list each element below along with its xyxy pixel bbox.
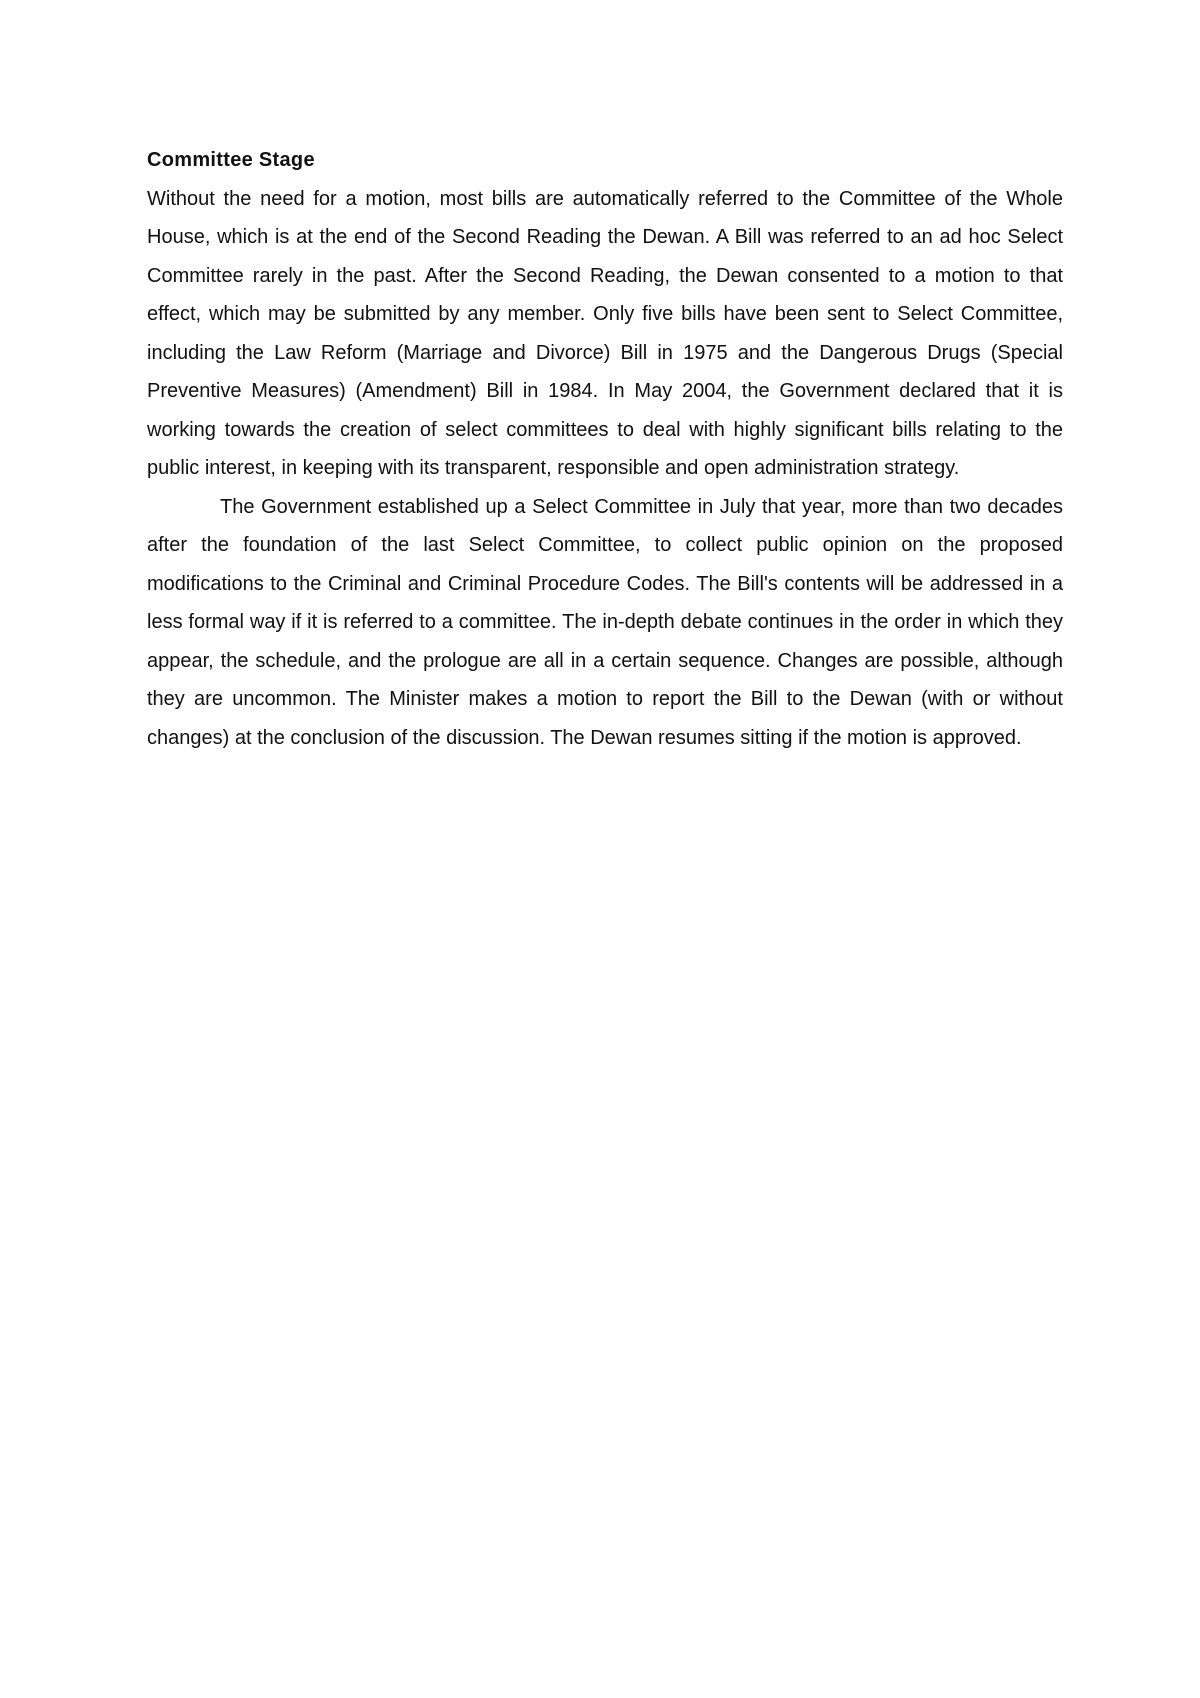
document-body bbox=[147, 141, 1063, 757]
paragraph-1: Without the need for a motion, most bills are automatically referred to the Committee of the Whole House, which is at the end of the Second Reading the Dewan. A Bill was referred to an ad hoc Select Committee rarely in the past. After the Second Reading, the Dewan consented to a motion to that effect, which may be submitted by any member. Only five bills have been sent to Select Committee, including the Law Reform (Marriage and Divorce) Bill in 1975 and the Dangerous Drugs (Special Preventive Measures) (Amendment) Bill in 1984. In May 2004, the Government declared that it is working towards the creation of select committees to deal with highly significant bills relating to the public interest, in keeping with its transparent, responsible and open administration strategy. bbox=[147, 187, 1063, 479]
section-heading: Committee Stage bbox=[147, 149, 315, 171]
paragraph-2: The Government established up a Select Committee in July that year, more than two decades after the foundation of the last Select Committee, to collect public opinion on the proposed modifications to the Criminal and Criminal Procedure Codes. The Bill's contents will be addressed in a less formal way if it is referred to a committee. The in-depth debate continues in the order in which they appear, the schedule, and the prologue are all in a certain sequence. Changes are possible, although they are uncommon. The Minister makes a motion to report the Bill to the Dewan (with or without changes) at the conclusion of the discussion. The Dewan resumes sitting if the motion is approved. bbox=[147, 495, 1063, 749]
